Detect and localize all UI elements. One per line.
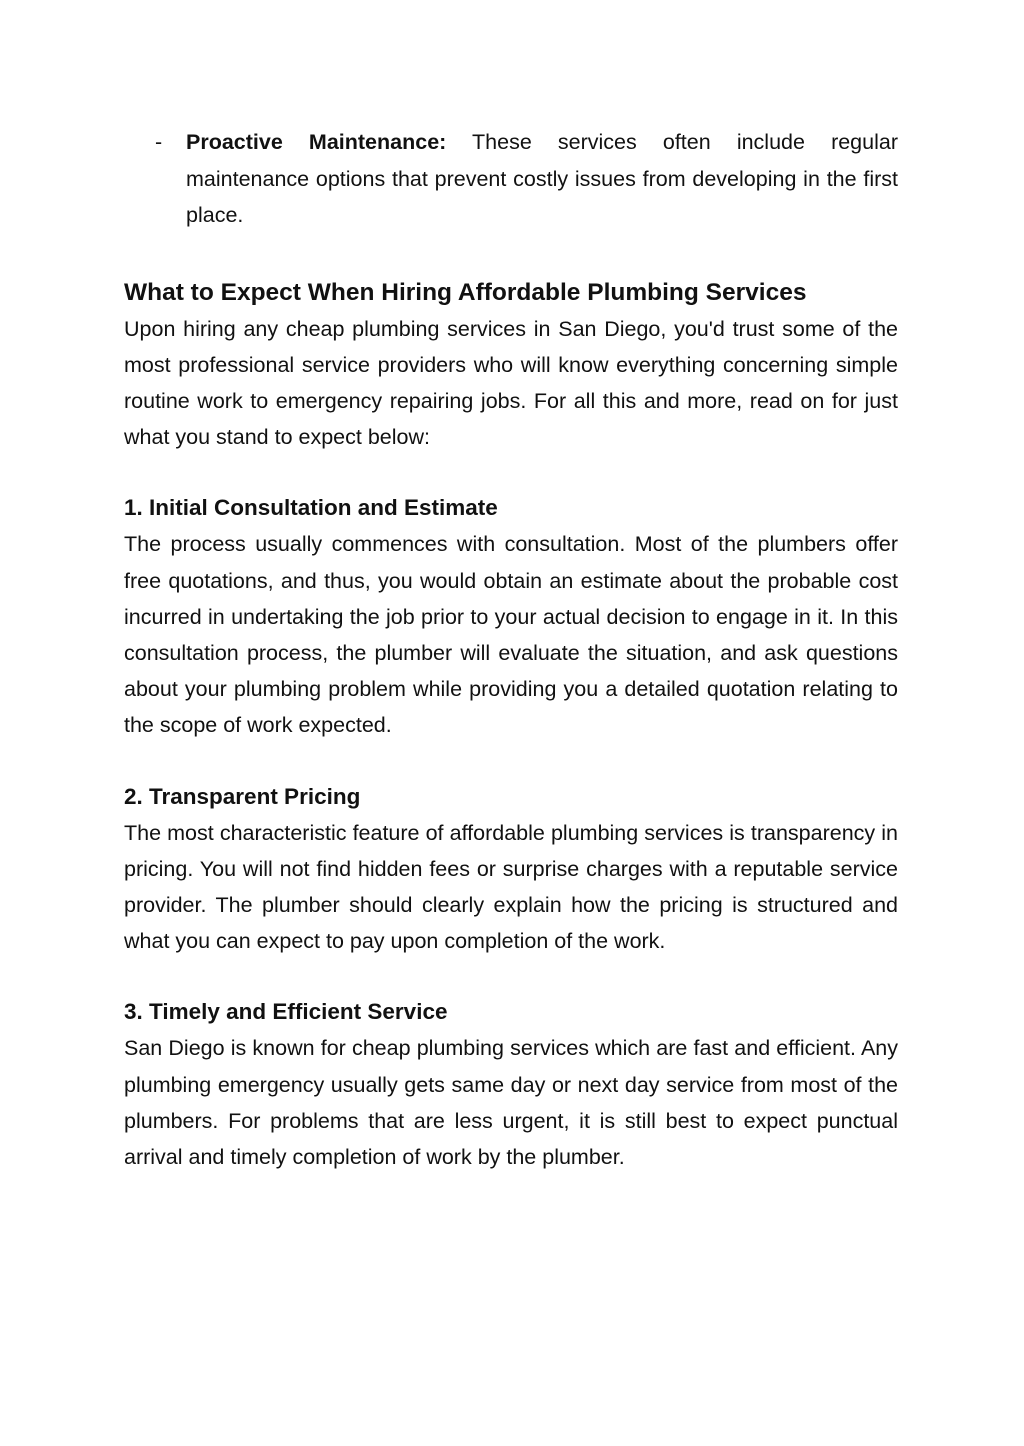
intro-paragraph: Upon hiring any cheap plumbing services in San Diego, you'd trust some of the most professional service providers who will know everything concerning simple routine work to emergency repairing jobs. For all this and more, read on for just what you stand to expect below: xyxy=(124,316,898,450)
section-heading: 2. Transparent Pricing xyxy=(124,783,361,809)
section-timely-service xyxy=(124,994,898,1175)
section-transparent-pricing xyxy=(124,779,898,960)
document-page xyxy=(124,124,898,1175)
bullet-lead-text: Proactive Maintenance: xyxy=(186,130,447,154)
section-body: The process usually commences with consultation. Most of the plumbers offer free quotations, and thus, you would obtain an estimate about the probable cost incurred in undertaking the job prior to your actual decision to engage in it. In this consultation process, the plumber will evaluate the situation, and ask questions about your plumbing problem while providing you a detailed quotation relating to the scope of work expected. xyxy=(124,532,898,738)
section-body: The most characteristic feature of affordable plumbing services is transparency in pricing. You will not find hidden fees or surprise charges with a reputable service provider. The plumber should clearly explain how the pricing is structured and what you can expect to pay upon completion of the work. xyxy=(124,820,898,954)
section-initial-consultation xyxy=(124,490,898,743)
section-heading: 1. Initial Consultation and Estimate xyxy=(124,495,498,521)
section-heading: 3. Timely and Efficient Service xyxy=(124,999,448,1025)
bullet-body-text: These services often include regular maintenance options that prevent costly issues from developing in the first place. xyxy=(186,130,898,227)
bullet-dash: - xyxy=(155,130,163,154)
section-body: San Diego is known for cheap plumbing services which are fast and efficient. Any plumbing emergency usually gets same day or next day service from most of the plumbers. For problems that are less urgent, it is still best to expect punctual arrival and timely completion of work by the plumber. xyxy=(124,1036,898,1169)
main-heading: What to Expect When Hiring Affordable Plumbing Services xyxy=(124,278,807,306)
bullet-item-proactive-maintenance xyxy=(124,124,898,234)
